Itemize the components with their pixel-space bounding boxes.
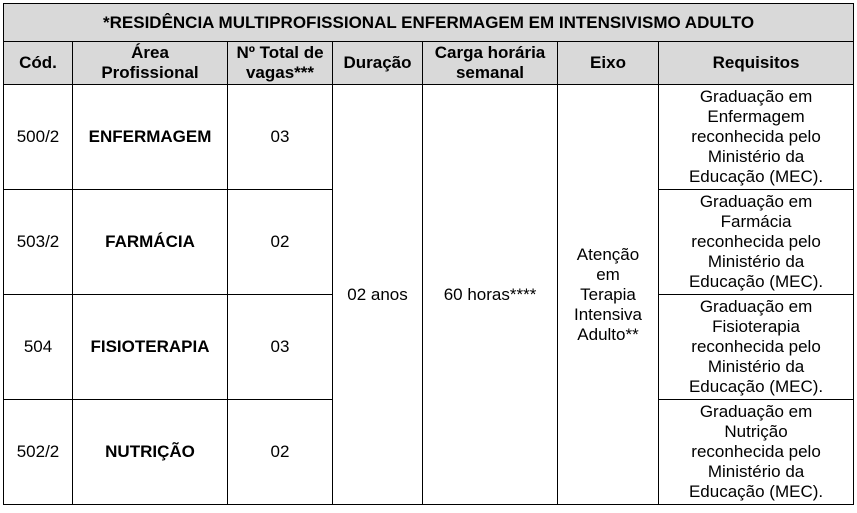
req-line: Graduação em [699,297,813,316]
row-area: FISIOTERAPIA [73,295,228,400]
row-vagas: 03 [228,85,333,190]
header-requisitos: Requisitos [659,42,854,85]
req-line: Ministério da [707,462,805,481]
req-line: Educação (MEC). [688,377,824,396]
row-area: FARMÁCIA [73,190,228,295]
eixo-line: em [596,264,620,284]
header-eixo: Eixo [558,42,659,85]
req-line: Enfermagem [707,107,805,126]
row-cod: 503/2 [4,190,73,295]
header-area [73,42,228,85]
header-carga-line2: semanal [455,63,525,82]
req-line: Ministério da [707,357,805,376]
req-line: Farmácia [720,212,792,231]
eixo-line: Terapia [580,284,636,304]
table-row [4,85,854,190]
req-line: reconhecida pelo [691,127,821,146]
row-cod: 502/2 [4,400,73,505]
req-line: reconhecida pelo [691,232,821,251]
header-cod: Cód. [4,42,73,85]
residency-table [3,3,854,505]
req-line: Nutrição [724,422,788,441]
carga-cell: 60 horas**** [423,85,558,505]
eixo-line: Intensiva [573,304,643,324]
header-vagas-line2: vagas*** [245,63,315,82]
table-title: *RESIDÊNCIA MULTIPROFISSIONAL ENFERMAGEM EM INTENSIVISMO ADULTO [4,4,854,42]
row-cod: 500/2 [4,85,73,190]
row-requisitos [659,295,854,400]
row-area: ENFERMAGEM [73,85,228,190]
row-requisitos [659,190,854,295]
req-line: Educação (MEC). [688,482,824,501]
req-line: Fisioterapia [712,317,800,336]
req-line: Graduação em [699,192,813,211]
req-line: reconhecida pelo [691,337,821,356]
eixo-line: Atenção [576,244,640,264]
req-line: Educação (MEC). [688,167,824,186]
row-requisitos [659,400,854,505]
header-vagas [228,42,333,85]
req-line: Educação (MEC). [688,272,824,291]
req-line: Ministério da [707,147,805,166]
eixo-line: Adulto** [577,324,639,344]
row-vagas: 03 [228,295,333,400]
row-vagas: 02 [228,190,333,295]
header-carga-line1: Carga horária [434,43,546,62]
req-line: Graduação em [699,402,813,421]
duracao-cell: 02 anos [333,85,423,505]
header-area-line1: Área [131,43,169,62]
req-line: reconhecida pelo [691,442,821,461]
row-cod: 504 [4,295,73,400]
header-area-line2: Profissional [101,63,199,82]
header-vagas-line1: Nº Total de [236,43,324,62]
header-carga [423,42,558,85]
eixo-cell [558,85,659,505]
header-duracao: Duração [333,42,423,85]
row-vagas: 02 [228,400,333,505]
req-line: Graduação em [699,87,813,106]
row-requisitos [659,85,854,190]
req-line: Ministério da [707,252,805,271]
row-area: NUTRIÇÃO [73,400,228,505]
